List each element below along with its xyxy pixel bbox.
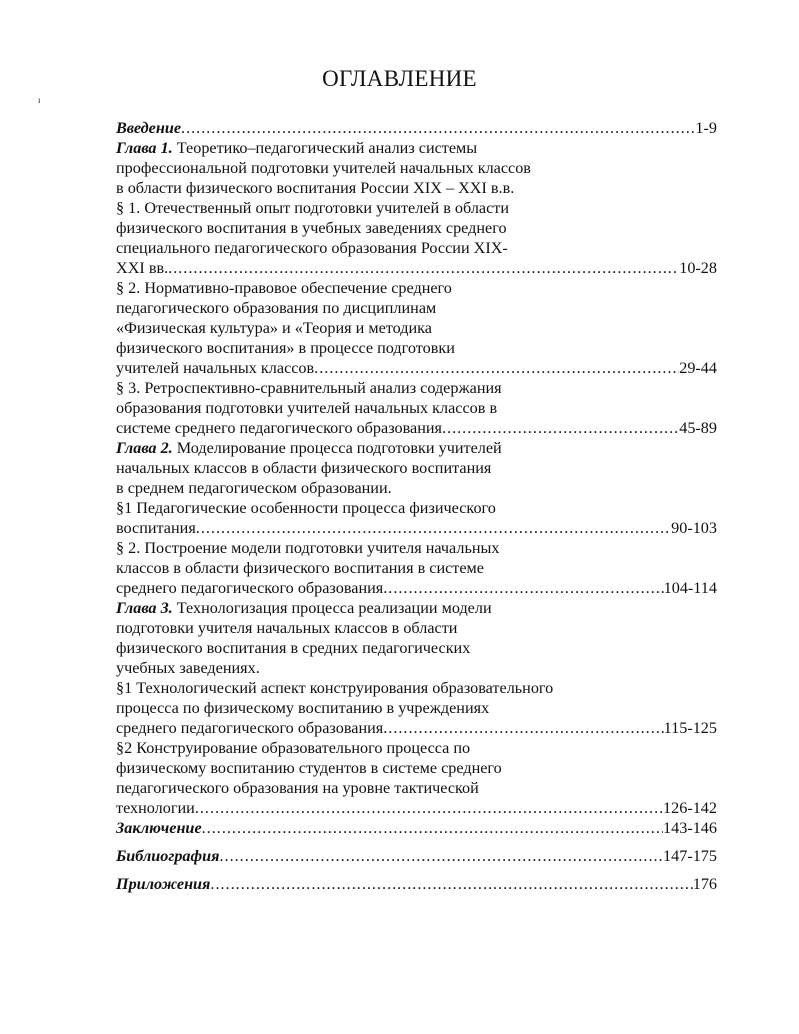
section-title: §1 Педагогические особенности процесса физического: [116, 499, 496, 517]
toc-chapter-1[interactable]: [116, 138, 717, 198]
toc-label: Приложения: [116, 875, 211, 893]
leader-dots: [210, 874, 692, 894]
toc-entry-bibliography[interactable]: [116, 846, 717, 866]
page-range: 115-125: [663, 719, 717, 737]
page-range: 45-89: [679, 419, 717, 437]
page-range: 143-146: [663, 819, 717, 837]
chapter-title: подготовки учителя начальных классов в области: [116, 619, 458, 637]
chapter-title: начальных классов в области физического воспитания: [116, 459, 492, 477]
section-title: §1 Технологический аспект конструирования образовательного: [116, 679, 554, 697]
section-title: XXI вв.: [116, 259, 169, 277]
margin-mark: ı: [38, 95, 41, 105]
chapter-title: профессиональной подготовки учителей начальных классов: [116, 159, 531, 177]
toc-section-1-3[interactable]: [116, 378, 717, 438]
section-title: технологии: [116, 799, 195, 817]
leader-dots: [195, 798, 663, 818]
leader-dots: [442, 418, 679, 438]
toc-section-2-1[interactable]: [116, 498, 717, 538]
chapter-title: в среднем педагогическом образовании.: [116, 479, 392, 497]
page-range: 104-114: [663, 579, 717, 597]
section-title: специального педагогического образования России XIX-: [116, 239, 508, 257]
section-title: педагогического образования по дисциплинам: [116, 299, 437, 317]
toc-label: Библиография: [116, 847, 220, 865]
section-title: классов в области физического воспитания в системе: [116, 559, 484, 577]
chapter-title: Моделирование процесса подготовки учителей: [172, 439, 502, 457]
table-of-contents: [116, 118, 717, 894]
toc-entry-appendices[interactable]: [116, 874, 717, 894]
leader-dots: [168, 258, 679, 278]
section-title: § 2. Построение модели подготовки учителя начальных: [116, 539, 500, 557]
chapter-title: учебных заведениях.: [116, 659, 260, 677]
section-title: § 3. Ретроспективно-сравнительный анализ содержания: [116, 379, 502, 397]
chapter-label: Глава 1.: [116, 139, 173, 157]
section-title: воспитания: [116, 519, 196, 537]
section-title: § 1. Отечественный опыт подготовки учителей в области: [116, 199, 510, 217]
section-title: § 2. Нормативно-правовое обеспечение среднего: [116, 279, 452, 297]
section-title: среднего педагогического образования: [116, 719, 384, 737]
toc-section-3-2[interactable]: [116, 738, 717, 818]
toc-section-1-1[interactable]: [116, 198, 717, 278]
section-title: §2 Конструирование образовательного процесса по: [116, 739, 471, 757]
leader-dots: [181, 118, 695, 138]
toc-section-3-1[interactable]: [116, 678, 717, 738]
toc-chapter-2[interactable]: [116, 438, 717, 498]
section-title: педагогического образования на уровне тактической: [116, 779, 479, 797]
section-title: среднего педагогического образования: [116, 579, 384, 597]
toc-entry-introduction[interactable]: [116, 118, 717, 138]
chapter-title: в области физического воспитания России XIX – XXI в.в.: [116, 179, 515, 197]
chapter-title: Теоретико–педагогический анализ системы: [172, 139, 478, 157]
page-range: 147-175: [663, 847, 717, 865]
toc-entry-conclusion[interactable]: [116, 818, 717, 838]
section-title: физическому воспитанию студентов в системе среднего: [116, 759, 502, 777]
chapter-title: Технологизация процесса реализации модели: [172, 599, 492, 617]
chapter-label: Глава 3.: [116, 599, 173, 617]
page-title: ОГЛАВЛЕНИЕ: [322, 66, 477, 91]
chapter-label: Глава 2.: [116, 439, 173, 457]
section-title: физического воспитания» в процессе подготовки: [116, 339, 455, 357]
leader-dots: [219, 846, 663, 866]
leader-dots: [196, 518, 671, 538]
toc-chapter-3[interactable]: [116, 598, 717, 678]
section-title: процесса по физическому воспитанию в учреждениях: [116, 699, 490, 717]
section-title: учителей начальных классов: [116, 359, 315, 377]
page-range: 90-103: [671, 519, 717, 537]
chapter-title: физического воспитания в средних педагогических: [116, 639, 471, 657]
page-range: 126-142: [663, 799, 717, 817]
leader-dots: [383, 578, 663, 598]
toc-section-1-2[interactable]: [116, 278, 717, 378]
leader-dots: [314, 358, 679, 378]
page-range: 176: [692, 875, 717, 893]
section-title: образования подготовки учителей начальных классов в: [116, 399, 498, 417]
page-range: 10-28: [679, 259, 717, 277]
leader-dots: [202, 818, 663, 838]
section-title: физического воспитания в учебных заведениях среднего: [116, 219, 507, 237]
page-range: 29-44: [679, 359, 717, 377]
toc-label: Введение: [116, 119, 182, 137]
page-range: 1-9: [695, 119, 717, 137]
toc-label: Заключение: [116, 819, 202, 837]
section-title: «Физическая культура» и «Теория и методика: [116, 319, 432, 337]
leader-dots: [383, 718, 663, 738]
toc-section-2-2[interactable]: [116, 538, 717, 598]
section-title: системе среднего педагогического образования: [116, 419, 442, 437]
